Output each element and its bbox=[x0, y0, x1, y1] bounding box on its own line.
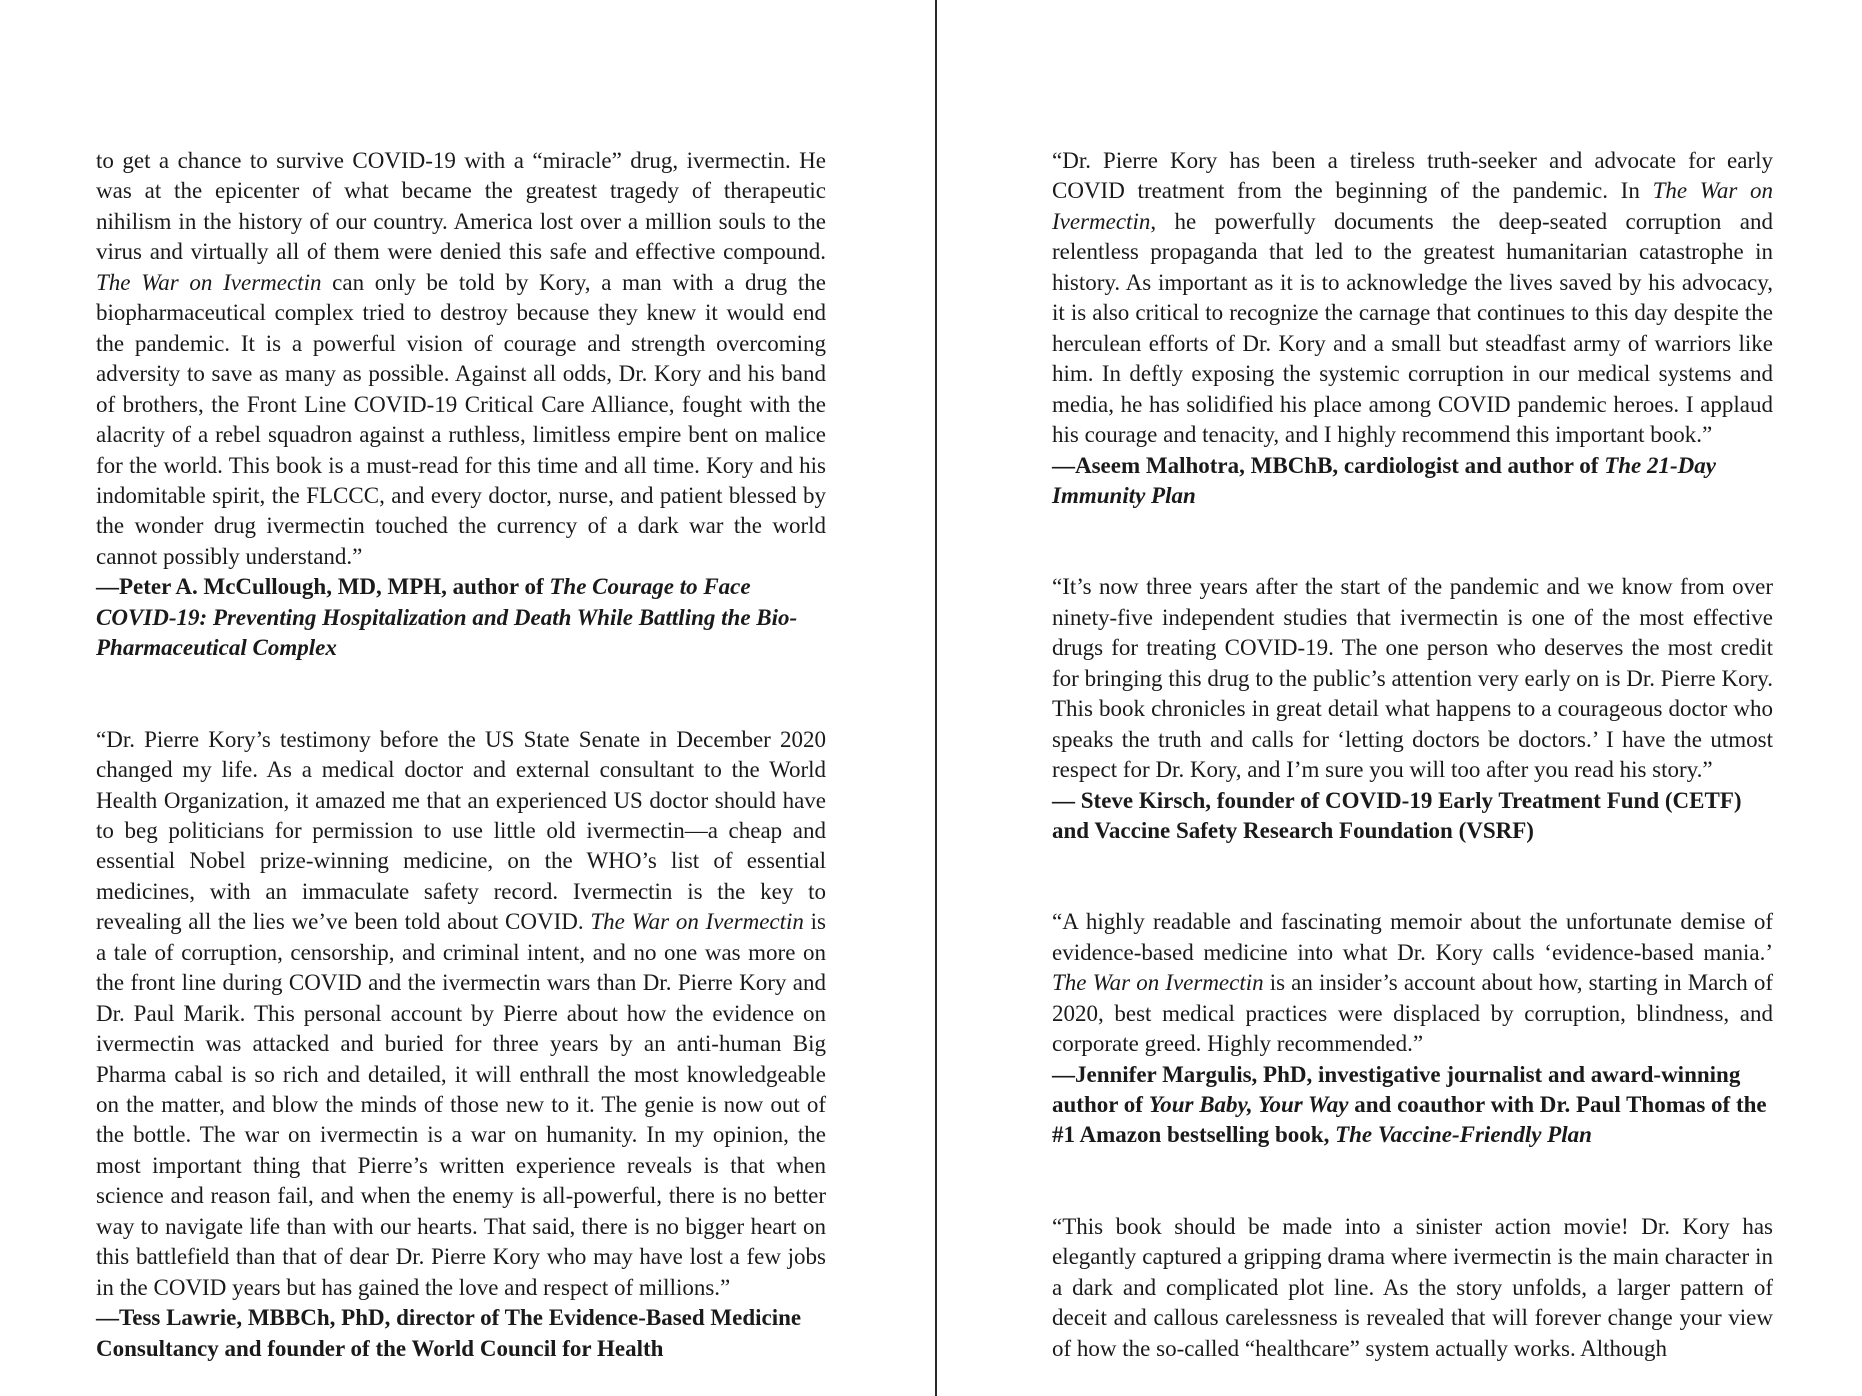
text-run: —Aseem Malhotra, MBChB, cardiologist and author of bbox=[1052, 452, 1605, 478]
text-run: “This book should be made into a sinister action movie! Dr. Kory has elegantly captured a gripping drama where ivermectin is the main character in a dark and complicated plot line. As the story unfolds, a larger pattern of deceit and callous carelessness is revealed that will forever change your view of how the so-called “healthcare” system actually works. Although bbox=[1052, 1213, 1773, 1361]
text-run: —Peter A. McCullough, MD, MPH, author of bbox=[96, 574, 550, 600]
italic-title-run: The War on Ivermectin bbox=[590, 909, 804, 935]
left-page bbox=[96, 146, 826, 1364]
paragraph-spacer bbox=[1052, 511, 1773, 572]
endorsement-attribution bbox=[1052, 786, 1773, 847]
endorsement-quote bbox=[96, 725, 826, 1304]
text-run: is a tale of corruption, censorship, and criminal intent, and no one was more on the front line during COVID and the ivermectin wars than Dr. Pierre Kory and Dr. Paul Marik. This personal account by Pierre about how the evidence on ivermectin was attacked and buried for three years by an anti-human Big Pharma cabal is so rich and detailed, it will enthrall the most knowledgeable on the matter, and blow the minds of those new to it. The genie is now out of the bottle. The war on ivermectin is a war on humanity. In my opinion, the most important thing that Pierre’s written experience reveals is that when science and reason fail, and when the enemy is all-powerful, there is no better way to navigate life than with our hearts. That said, there is no bigger heart on this battlefield than that of dear Dr. Pierre Kory who may have lost a few jobs in the COVID years but has gained the love and respect of millions.” bbox=[96, 909, 826, 1300]
book-spine-divider bbox=[935, 0, 937, 1396]
paragraph-spacer bbox=[96, 664, 826, 725]
text-run: “Dr. Pierre Kory has been a tireless truth-seeker and advocate for early COVID treatment from the beginning of the pandemic. In bbox=[1052, 148, 1773, 204]
endorsement-quote bbox=[1052, 572, 1773, 785]
endorsement-quote bbox=[1052, 907, 1773, 1059]
right-page bbox=[1052, 146, 1773, 1364]
italic-title-run: The 21-Day Immunity Plan bbox=[1052, 452, 1716, 508]
paragraph-spacer bbox=[1052, 846, 1773, 907]
endorsement-quote bbox=[96, 146, 826, 572]
endorsement-attribution bbox=[96, 572, 826, 663]
italic-title-run: The War on Ivermectin bbox=[1052, 970, 1264, 996]
text-run: “A highly readable and fascinating memoir about the unfortunate demise of evidence-based medicine into what Dr. Kory calls ‘evidence-based mania.’ bbox=[1052, 909, 1773, 965]
italic-title-run: The Vaccine-Friendly Plan bbox=[1335, 1122, 1592, 1148]
text-run: “Dr. Pierre Kory’s testimony before the US State Senate in December 2020 changed my life. As a medical doctor and external consultant to the World Health Organization, it amazed me that an experienced US doctor should have to beg politicians for permission to use little old ivermectin—a cheap and essential Nobel prize-winning medicine, on the WHO’s list of essential medicines, with an immaculate safety record. Ivermectin is the key to revealing all the lies we’ve been told about COVID. bbox=[96, 726, 826, 935]
text-run: can only be told by Kory, a man with a drug the biopharmaceutical complex tried to destroy because they knew it would end the pandemic. It is a powerful vision of courage and strength overcoming adversity to save as many as possible. Against all odds, Dr. Kory and his band of brothers, the Front Line COVID-19 Critical Care Alliance, fought with the alacrity of a rebel squadron against a ruthless, limitless empire bent on malice for the world. This book is a must-read for this time and all time. Kory and his indomitable spirit, the FLCCC, and every doctor, nurse, and patient blessed by the wonder drug ivermectin touched the currency of a dark war the world cannot possibly understand.” bbox=[96, 269, 826, 569]
endorsement-quote bbox=[1052, 1212, 1773, 1364]
text-run: —Jennifer Margulis, PhD, investigative journalist and award-winning author of bbox=[1052, 1061, 1741, 1118]
text-run: — Steve Kirsch, founder of COVID-19 Early Treatment Fund (CETF) and Vaccine Safety Research Foundation (VSRF) bbox=[1052, 787, 1742, 843]
italic-title-run: Your Baby, Your Way bbox=[1148, 1092, 1349, 1118]
italic-title-run: The Courage to Face COVID-19: Preventing Hospitalization and Death While Battling the Bio-Pharmaceutical Complex bbox=[96, 574, 798, 661]
text-run: —Tess Lawrie, MBBCh, PhD, director of The Evidence-Based Medicine Consultancy and founder of the World Council for Health bbox=[96, 1305, 802, 1361]
italic-title-run: The War on Ivermectin bbox=[1052, 178, 1774, 234]
text-run: “It’s now three years after the start of the pandemic and we know from over ninety-five independent studies that ivermectin is one of the most effective drugs for treating COVID-19. The one person who deserves the most credit for bringing this drug to the public’s attention very early on is Dr. Pierre Kory. This book chronicles in great detail what happens to a courageous doctor who speaks the truth and calls for ‘letting doctors be doctors.’ I have the utmost respect for Dr. Kory, and I’m sure you will too after you read his story.” bbox=[1052, 574, 1773, 783]
text-run: is an insider’s account about how, starting in March of 2020, best medical practices were displaced by corruption, blindness, and corporate greed. Highly recommended.” bbox=[1052, 970, 1773, 1057]
text-run: , he powerfully documents the deep-seated corruption and relentless propaganda that led to the greatest humanitarian catastrophe in history. As important as it is to acknowledge the lives saved by his advocacy, it is also critical to recognize the carnage that continues to this day despite the herculean efforts of Dr. Kory and a small but steadfast army of warriors like him. In deftly exposing the systemic corruption in our medical systems and media, he has solidified his place among COVID pandemic heroes. I applaud his courage and tenacity, and I highly recommend this important book.” bbox=[1052, 208, 1773, 448]
paragraph-spacer bbox=[1052, 1151, 1773, 1212]
endorsement-attribution bbox=[96, 1303, 826, 1364]
endorsement-attribution bbox=[1052, 1060, 1773, 1151]
endorsement-attribution bbox=[1052, 451, 1773, 512]
text-run: and coauthor with Dr. Paul Thomas of the #1 Amazon bestselling book, bbox=[1052, 1092, 1767, 1148]
endorsement-quote bbox=[1052, 146, 1773, 451]
italic-title-run: The War on Ivermectin bbox=[96, 269, 322, 295]
text-run: to get a chance to survive COVID-19 with a “miracle” drug, ivermectin. He was at the epicenter of what became the greatest tragedy of therapeutic nihilism in the history of our country. America lost over a million souls to the virus and virtually all of them were denied this safe and effective compound. bbox=[96, 148, 826, 265]
